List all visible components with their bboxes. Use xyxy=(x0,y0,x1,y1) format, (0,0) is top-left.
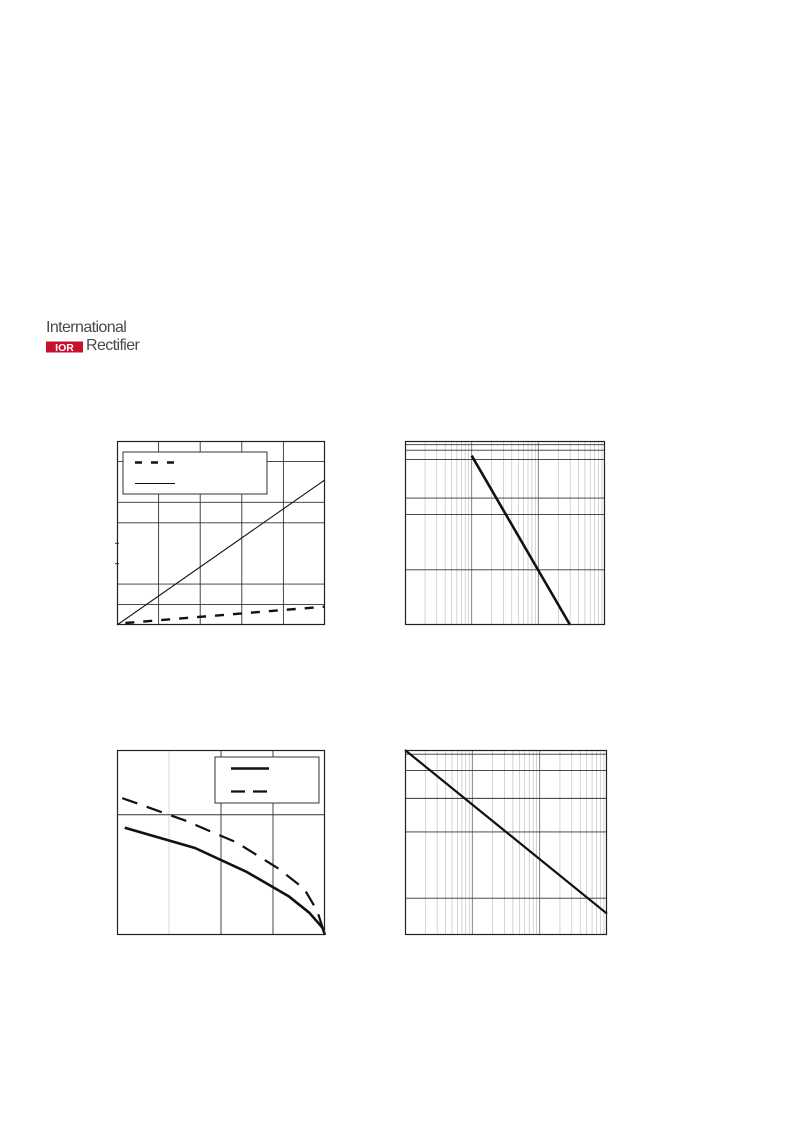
chart-4-svg xyxy=(405,750,607,935)
chart-1-legend xyxy=(123,452,267,494)
series-1-line xyxy=(472,456,570,625)
legend-box xyxy=(215,757,319,803)
chart-2-grid xyxy=(405,441,605,625)
ior-logo-mark xyxy=(46,340,84,354)
chart-1 xyxy=(117,441,325,625)
svg-text:IOR: IOR xyxy=(55,342,74,354)
chart-3 xyxy=(117,750,325,935)
plot-frame xyxy=(406,442,605,625)
series-1-line xyxy=(125,607,325,623)
logo-rectifier-text: Rectifier xyxy=(86,337,140,354)
legend-box xyxy=(123,452,267,494)
chart-3-legend xyxy=(215,757,319,803)
chart-4-grid xyxy=(405,750,607,935)
logo-international-text: International xyxy=(46,319,127,336)
company-logo xyxy=(46,318,146,358)
chart-3-svg xyxy=(117,750,325,935)
series-2-line xyxy=(122,798,325,935)
series-2-line xyxy=(117,480,325,625)
chart-2 xyxy=(405,441,605,625)
chart-4 xyxy=(405,750,607,935)
chart-2-svg xyxy=(405,441,605,625)
plot-frame xyxy=(406,751,607,935)
chart-1-svg xyxy=(117,441,325,625)
